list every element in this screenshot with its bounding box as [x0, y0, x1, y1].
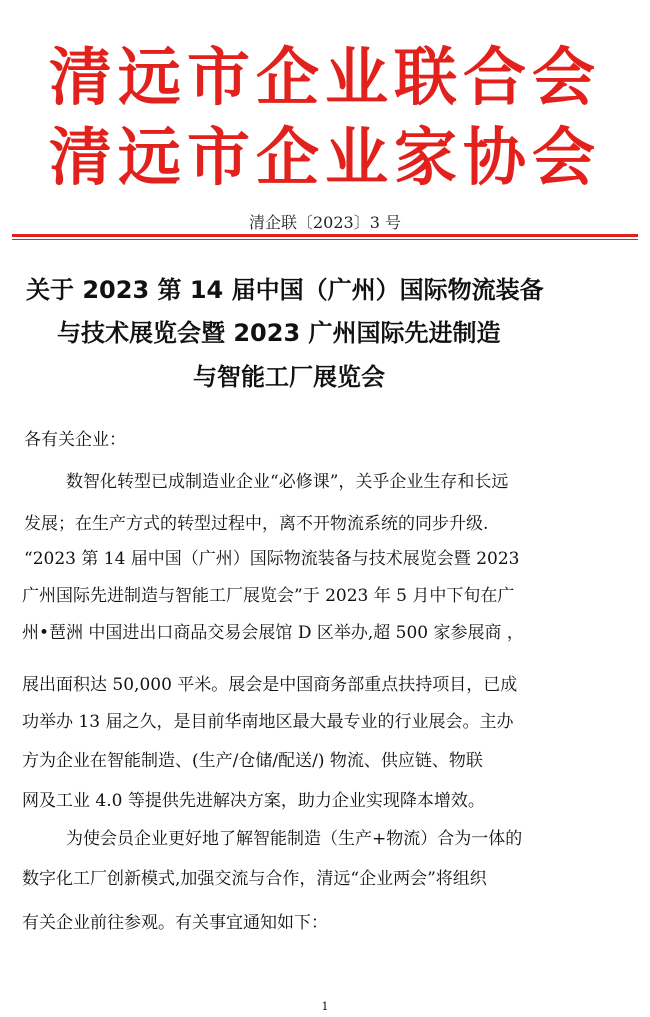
- org-name-1: 清远市企业联合会: [49, 41, 601, 114]
- body-line: “2023 第 14 届中国（广州）国际物流装备与技术展览会暨 2023: [24, 549, 520, 569]
- body-line: 网及工业 4.0 等提供先进解决方案，助力企业实现降本增效。: [22, 791, 485, 811]
- body-line: 为使会员企业更好地了解智能制造（生产+物流）合为一体的: [66, 829, 523, 849]
- header-rule-thick: [12, 234, 638, 237]
- body-line: 数字化工厂创新模式,加强交流与合作，清远“企业两会”将组织: [22, 869, 487, 889]
- body-line: 功举办 13 届之久，是目前华南地区最大最专业的行业展会。主办: [22, 712, 514, 732]
- org-name-2: 清远市企业家协会: [49, 121, 601, 194]
- body-line: 广州国际先进制造与智能工厂展览会”于 2023 年 5 月中下旬在广: [22, 586, 515, 606]
- title-line-2: 与技术展览会暨 2023 广州国际先进制造: [57, 319, 501, 347]
- body-line: 州•琶洲 中国进出口商品交易会展馆 D 区举办,超 500 家参展商 ，: [22, 623, 524, 643]
- body-line: 数智化转型已成制造业企业“必修课”，关乎企业生存和长远: [66, 472, 509, 492]
- body-line: 有关企业前往参观。有关事宜通知如下：: [22, 913, 328, 933]
- body-line: 展出面积达 50,000 平米。展会是中国商务部重点扶持项目，已成: [22, 675, 518, 695]
- header-rule-thin: [12, 239, 638, 240]
- title-line-3: 与智能工厂展览会: [193, 363, 385, 391]
- page-number: 1: [321, 1000, 329, 1013]
- document-number: 清企联〔2023〕3 号: [249, 213, 401, 232]
- body-line: 方为企业在智能制造、(生产/仓储/配送/) 物流、供应链、物联: [22, 751, 483, 771]
- title-line-1: 关于 2023 第 14 届中国（广州）国际物流装备: [26, 276, 544, 304]
- body-line: 发展；在生产方式的转型过程中，离不开物流系统的同步升级.: [24, 514, 489, 534]
- salutation: 各有关企业：: [24, 430, 126, 450]
